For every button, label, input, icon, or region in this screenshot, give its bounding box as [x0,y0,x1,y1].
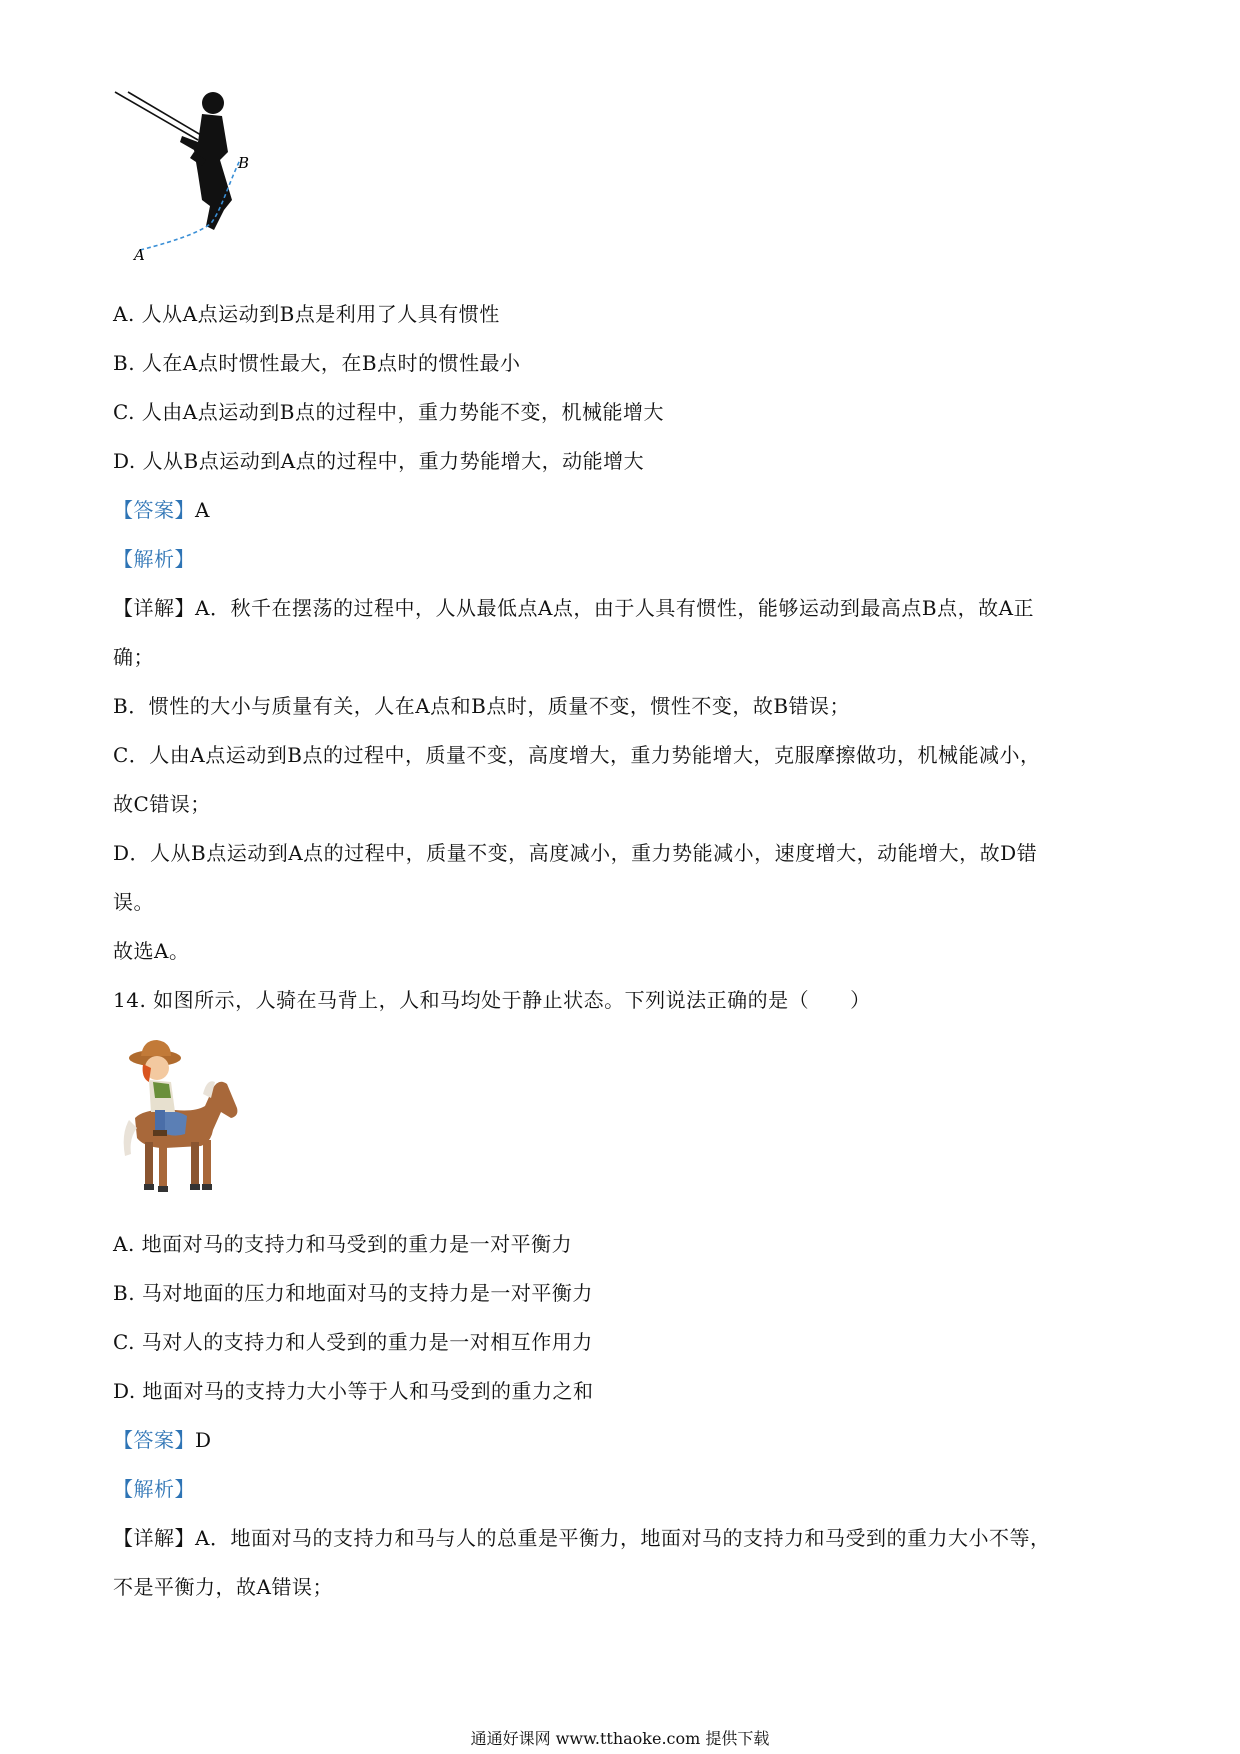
q13-detail-line-4: C．人由A点运动到B点的过程中，质量不变，高度增大，重力势能增大，克服摩擦做功，机械能减小， [113,743,1041,767]
point-a-label: A [134,246,145,264]
q14-answer-tag: 【答案】 [113,1428,195,1452]
q13-option-d: D. 人从B点运动到A点的过程中，重力势能增大，动能增大 [113,449,645,473]
q14-analysis-tag: 【解析】 [113,1477,195,1501]
q13-option-c: C. 人由A点运动到B点的过程中，重力势能不变，机械能增大 [113,400,664,424]
q13-option-b: B. 人在A点时惯性最大，在B点时的惯性最小 [113,351,521,375]
q13-answer [113,496,210,524]
q14-detail-line-2: 不是平衡力，故A错误； [113,1575,333,1599]
horse [124,1081,238,1192]
q13-detail-text-1: A．秋千在摆荡的过程中，人从最低点A点，由于人具有惯性，能够运动到最高点B点，故A正 [195,596,1035,620]
q14-option-b: B. 马对地面的压力和地面对马的支持力是一对平衡力 [113,1281,593,1305]
q14-option-a: A. 地面对马的支持力和马受到的重力是一对平衡力 [113,1232,573,1256]
q14-option-c: C. 马对人的支持力和人受到的重力是一对相互作用力 [113,1330,593,1354]
q14-question: 14. 如图所示，人骑在马背上，人和马均处于静止状态。下列说法正确的是（ ） [113,988,871,1012]
swing-rope-1 [115,92,198,140]
q13-detail-line-5: 故C错误； [113,792,211,816]
q14-detail-line-1 [113,1524,1050,1552]
q13-answer-tag: 【答案】 [113,498,195,522]
point-b-label: B [238,154,250,172]
swing-rope-2 [128,92,206,138]
q13-analysis-heading [113,545,195,573]
q13-detail-line-3: B．惯性的大小与质量有关，人在A点和B点时，质量不变，惯性不变，故B错误； [113,694,851,718]
q14-option-d: D. 地面对马的支持力大小等于人和马受到的重力之和 [113,1379,594,1403]
q13-detail-line-7: 误。 [113,890,154,914]
q13-detail-line-1 [113,594,1034,622]
q13-detail-line-2: 确； [113,645,154,669]
q14-detail-text-1: A．地面对马的支持力和马与人的总重是平衡力，地面对马的支持力和马受到的重力大小不等， [195,1526,1051,1550]
swing-figure [110,90,290,290]
q14-detail-tag: 【详解】 [113,1526,195,1550]
person-silhouette [180,92,232,230]
q13-detail-line-8: 故选A。 [113,939,190,963]
q13-analysis-tag: 【解析】 [113,547,195,571]
q13-answer-value: A [195,498,210,522]
q14-analysis-heading [113,1475,195,1503]
q13-option-a: A. 人从A点运动到B点是利用了人具有惯性 [113,302,500,326]
q13-detail-line-6: D．人从B点运动到A点的过程中，质量不变，高度减小，重力势能减小，速度增大，动能增大，故D错 [113,841,1038,865]
page-footer: 通通好课网 www.tthaoke.com 提供下载 [470,1729,770,1748]
q13-detail-tag: 【详解】 [113,596,195,620]
horse-rider-figure [115,1038,245,1198]
q14-answer-value: D [195,1428,212,1452]
q14-answer [113,1426,212,1454]
